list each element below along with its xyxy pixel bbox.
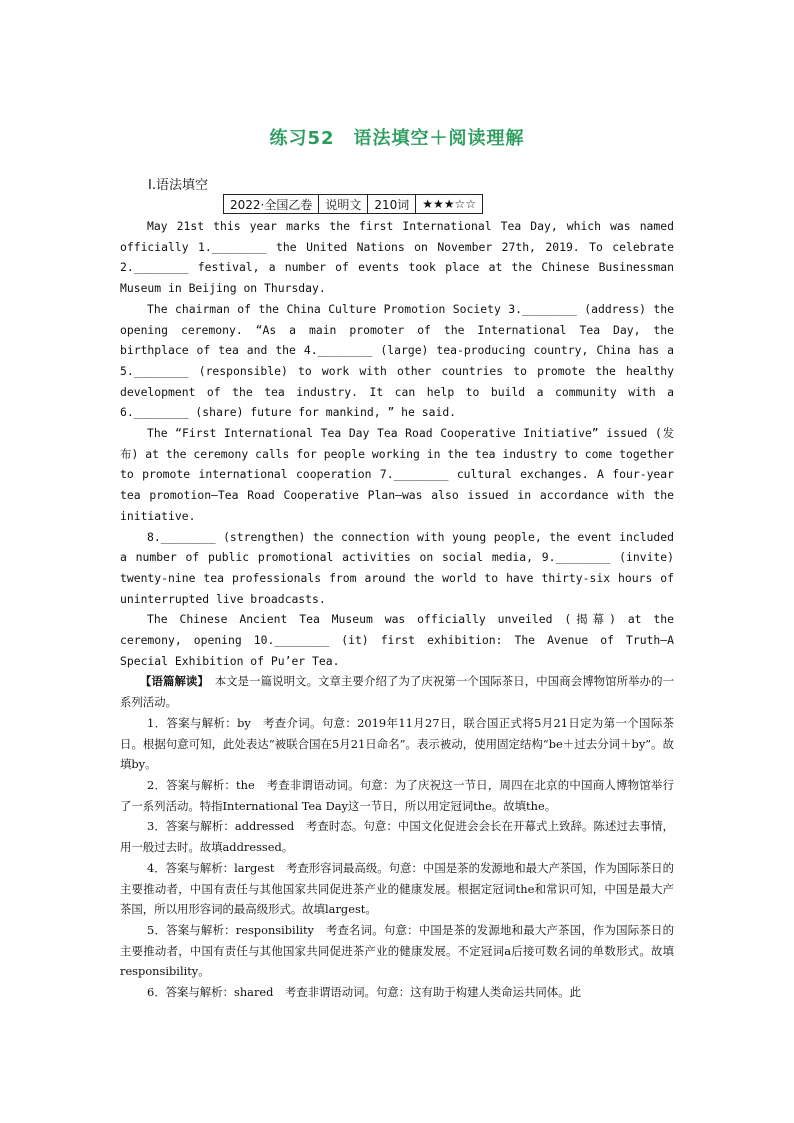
passage-paragraph: The chairman of the China Culture Promotion Society 3.________ (address) the opening ceremony. “As a main promoter of the International Tea Day, the birthplace of tea and the 4.________ (large) tea-producing country, China has a 5.________ (responsible) to work with other countries to promote the healthy development of the tea industry. It can help to build a community with a 6.________ (share) future for mankind, ” he said.	[120, 301, 674, 420]
passage-paragraph: 8.________ (strengthen) the connection with young people, the event included a number of public promotional activities on social media, 9.________ (invite) twenty-nine tea professionals from around the world to have thirty-six hours of uninterrupted live broadcasts.	[120, 529, 674, 606]
section-heading: Ⅰ.语法填空	[148, 178, 208, 193]
passage-paragraph: The Chinese Ancient Tea Museum was officially unveiled (揭幕) at the ceremony, opening 10.________ (it) first exhibition: The Avenue of Truth—A Special Exhibition of Pu’er Tea.	[120, 612, 674, 668]
analysis-summary-text: 本文是一篇说明文。文章主要介绍了为了庆祝第一个国际茶日，中国商会博物馆所举办的一系列活动。	[120, 674, 674, 710]
info-row	[224, 195, 483, 214]
analysis-summary	[120, 671, 674, 712]
info-difficulty: ★★★☆☆	[416, 195, 483, 214]
info-genre: 说明文	[319, 195, 368, 214]
info-word-count: 210词	[368, 195, 416, 214]
answer-item: 1．答案与解析：by 考查介词。句意：2019年11月27日，联合国正式将5月21日定为第一个国际茶日。根据句意可知，此处表达“被联合国在5月21日命名”。表示被动，使用固定结构“be＋过去分词＋by”。故填by。	[120, 715, 674, 772]
answer-analysis	[120, 671, 674, 1002]
answer-item: 5．答案与解析：responsibility 考查名词。句意：中国是茶的发源地和最大产茶国，作为国际茶日的主要推动者，中国有责任与其他国家共同促进茶产业的健康发展。不定冠词a后接可数名词的单数形式。故填responsibility。	[120, 922, 674, 979]
passage-paragraph: The “First International Tea Day Tea Road Cooperative Initiative” issued (发布) at the ceremony calls for people working in the tea industry to come together to promote international cooperation 7.________ cultural exchanges. A four-year tea promotion—Tea Road Cooperative Plan—was also issued in accordance with the initiative.	[120, 426, 674, 523]
passage-paragraph: May 21st this year marks the first International Tea Day, which was named officially 1.________ the United Nations on November 27th, 2019. To celebrate 2.________ festival, a number of events took place at the Chinese Businessman Museum in Beijing on Thursday.	[120, 219, 674, 296]
passage	[120, 216, 674, 671]
page-title: 练习52 语法填空＋阅读理解	[269, 128, 525, 149]
answer-item: 4．答案与解析：largest 考查形容词最高级。句意：中国是茶的发源地和最大产茶国，作为国际茶日的主要推动者，中国有责任与其他国家共同促进茶产业的健康发展。根据定冠词the和常识可知，中国是最大产茶国，所以用形容词的最高级形式。故填largest。	[120, 860, 674, 917]
info-source: 2022·全国乙卷	[224, 195, 319, 214]
document-body	[120, 216, 674, 1003]
answer-item: 3．答案与解析：addressed 考查时态。句意：中国文化促进会会长在开幕式上致辞。陈述过去事情，用一般过去时。故填addressed。	[120, 819, 674, 855]
info-table	[223, 194, 483, 214]
analysis-heading: 【语篇解读】	[140, 674, 204, 689]
answer-item: 2．答案与解析：the 考查非谓语动词。句意：为了庆祝这一节日，周四在北京的中国商人博物馆举行了一系列活动。特指International Tea Day这一节日，所以用定冠词the。故填the。	[120, 777, 674, 813]
answer-item: 6．答案与解析：shared 考查非谓语动词。句意：这有助于构建人类命运共同体。此	[147, 985, 581, 1000]
